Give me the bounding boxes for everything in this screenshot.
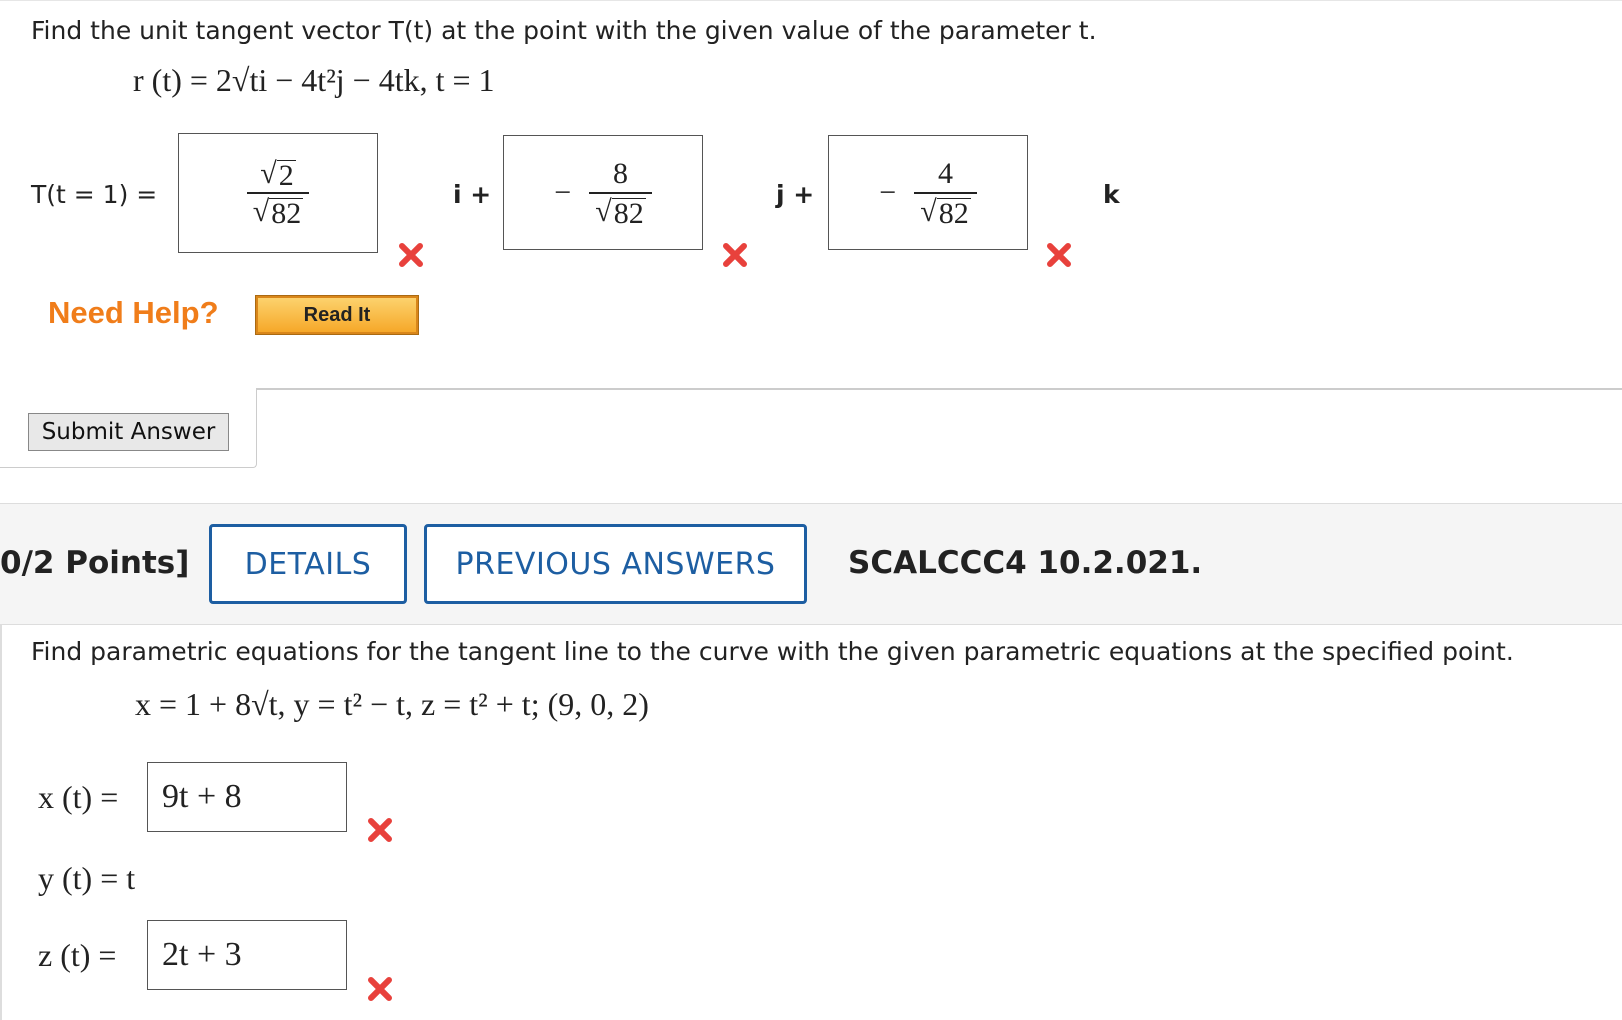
read-it-label: Read It bbox=[303, 303, 371, 326]
unit-i-text: i + bbox=[453, 180, 492, 209]
numerator-2: 8 bbox=[612, 156, 628, 190]
read-it-button[interactable] bbox=[256, 296, 418, 334]
problem-code-text: SCALCCC4 10.2.021. bbox=[848, 545, 1203, 581]
unit-j-text: j + bbox=[776, 180, 815, 209]
points-text: 0/2 Points] bbox=[0, 545, 190, 581]
unit-j-label bbox=[776, 180, 814, 209]
denominator-radicand-1: 82 bbox=[271, 197, 302, 230]
numerator-3: 4 bbox=[937, 156, 953, 190]
fraction-display-1 bbox=[179, 134, 377, 252]
q1-prompt-text: Find the unit tangent vector T(t) at the point with the given value of the parameter t. bbox=[31, 16, 1097, 45]
z-answer-input[interactable] bbox=[147, 920, 347, 990]
feedback-area-top-border bbox=[256, 388, 1622, 390]
unit-k-text: k bbox=[1103, 180, 1120, 209]
incorrect-x-icon bbox=[367, 976, 393, 1002]
numerator-radicand-1: 2 bbox=[278, 159, 294, 192]
previous-answers-button[interactable] bbox=[424, 524, 807, 604]
sqrt-symbol: √ bbox=[252, 195, 270, 228]
question-2-prompt bbox=[31, 637, 1514, 666]
fraction-display-3 bbox=[829, 136, 1027, 249]
answer-input-i-component[interactable] bbox=[178, 133, 378, 253]
q1-equation-text: r (t) = 2√ti − 4t²j − 4tk, t = 1 bbox=[133, 62, 495, 98]
question-1-equation bbox=[133, 62, 495, 99]
submit-answer-button[interactable] bbox=[28, 413, 229, 451]
z-answer-value: 2t + 3 bbox=[162, 936, 242, 973]
denominator-radicand-3: 82 bbox=[938, 196, 969, 230]
previous-answers-label: PREVIOUS ANSWERS bbox=[455, 546, 776, 582]
x-answer-input[interactable] bbox=[147, 762, 347, 832]
x-label-text: x (t) = bbox=[38, 779, 119, 815]
unit-k-label bbox=[1103, 180, 1120, 209]
x-equation-label bbox=[38, 779, 118, 816]
sqrt-symbol: √ bbox=[920, 194, 937, 228]
answer-input-k-component[interactable] bbox=[828, 135, 1028, 250]
t-label-text: T(t = 1) = bbox=[31, 180, 158, 209]
y-equation bbox=[38, 860, 135, 897]
minus-sign: − bbox=[879, 175, 897, 209]
question-1-prompt bbox=[31, 16, 1097, 45]
details-label: DETAILS bbox=[244, 546, 372, 582]
incorrect-x-icon bbox=[398, 242, 424, 268]
y-equation-text: y (t) = t bbox=[38, 860, 136, 896]
question-2-equation bbox=[135, 686, 649, 723]
z-equation-label bbox=[38, 937, 116, 974]
top-divider bbox=[0, 0, 1622, 1]
minus-sign: − bbox=[554, 175, 572, 209]
incorrect-x-icon bbox=[722, 242, 748, 268]
t-vector-label bbox=[31, 180, 157, 209]
answer-input-j-component[interactable] bbox=[503, 135, 703, 250]
sqrt-symbol: √ bbox=[260, 157, 277, 190]
sqrt-symbol: √ bbox=[595, 194, 612, 228]
denominator-radicand-2: 82 bbox=[613, 196, 644, 230]
need-help-label bbox=[48, 295, 219, 331]
z-label-text: z (t) = bbox=[38, 937, 117, 973]
incorrect-x-icon bbox=[367, 817, 393, 843]
problem-code bbox=[848, 545, 1202, 581]
fraction-display-2 bbox=[504, 136, 702, 249]
question-2-left-border bbox=[0, 624, 2, 1020]
submit-label: Submit Answer bbox=[41, 419, 216, 445]
q2-equation-text: x = 1 + 8√t, y = t² − t, z = t² + t; (9, 0, 2) bbox=[135, 686, 649, 722]
points-label bbox=[0, 545, 189, 581]
details-button[interactable] bbox=[209, 524, 407, 604]
q2-prompt-text: Find parametric equations for the tangent line to the curve with the given parametric equations at the specified point. bbox=[31, 637, 1514, 666]
incorrect-x-icon bbox=[1046, 242, 1072, 268]
x-answer-value: 9t + 8 bbox=[162, 778, 242, 815]
need-help-text: Need Help? bbox=[48, 295, 219, 330]
unit-i-label bbox=[453, 180, 491, 209]
